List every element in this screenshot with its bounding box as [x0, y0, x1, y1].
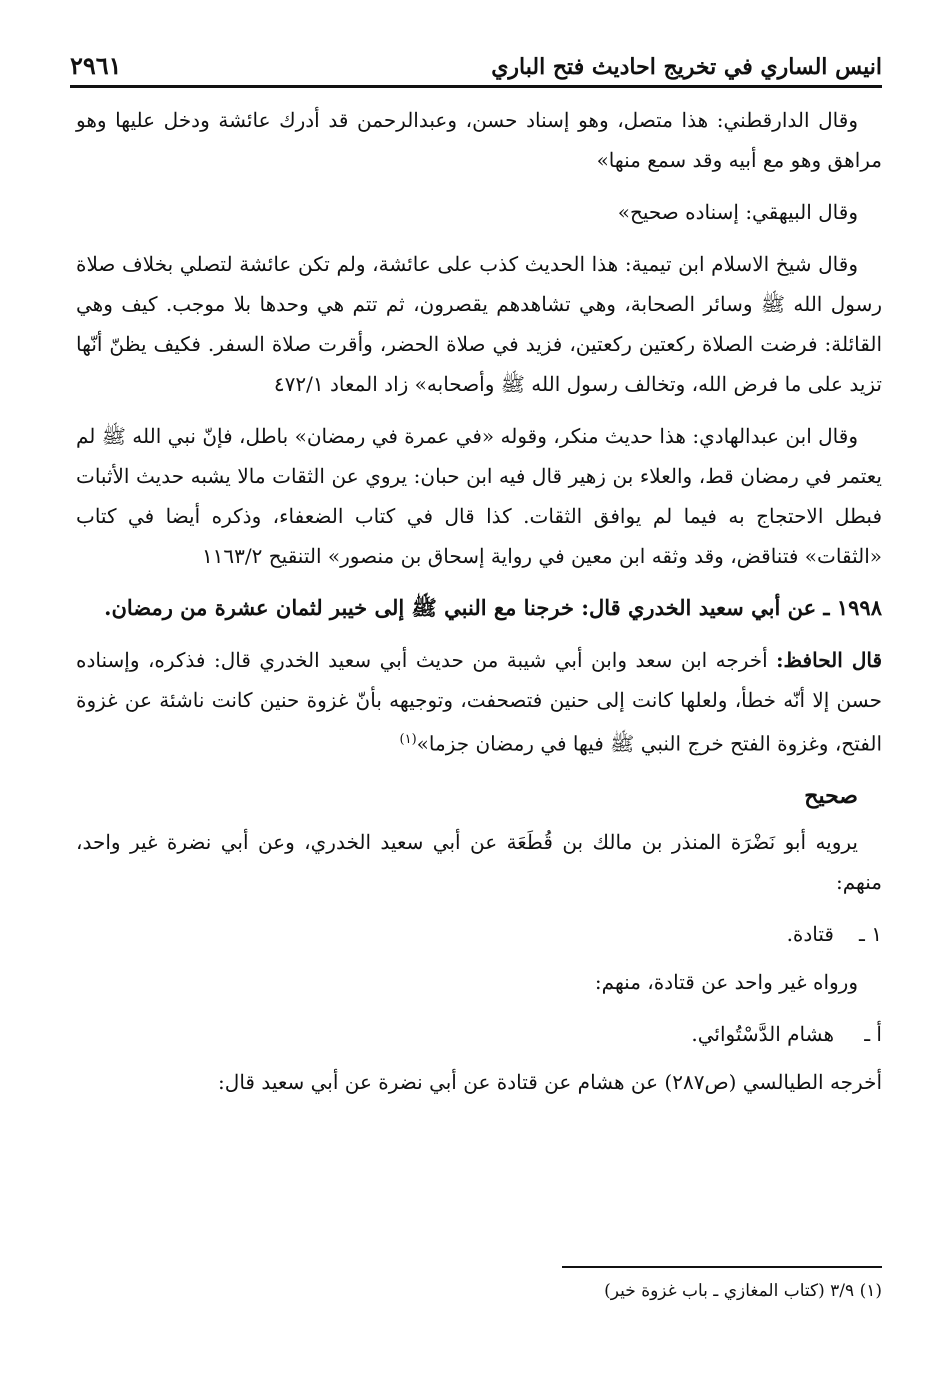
footnote-ref: (١) [399, 732, 417, 747]
book-title: انيس الساري في تخريج احاديث فتح الباري [491, 54, 882, 80]
hafiz-text: أخرجه ابن سعد وابن أبي شيبة من حديث أبي سعيد الخدري قال: فذكره، وإسناده حسن إلا أنّه خطأ، ولعلها كانت إلى حنين فتصحفت، وتوجيهه بأنّ غزوة حنين كانت ناشئة عن غزوة الفتح، وغزوة الفتح خرج النبي ﷺ فيها في رمضان جزما» [76, 648, 882, 756]
paragraph-ibn-taymiyya: وقال شيخ الاسلام ابن تيمية: هذا الحديث كذب على عائشة، ولم تكن عائشة لتصلي بخلاف صلاة رسول الله ﷺ وسائر الصحابة، وهي تشاهدهم يقصرون، ثم تتم هي وحدها بلا موجب. كيف وهي القائلة: فرضت الصلاة ركعتين ركعتين، فزيد في صلاة الحضر، وأقرت صلاة السفر. فكيف يظنّ أنّها تزيد على ما فرض الله، وتخالف رسول الله ﷺ وأصحابه» زاد المعاد ٤٧٢/١ [76, 252, 882, 396]
page-number: ٢٩٦١ [70, 51, 122, 80]
footnote-rule [562, 1266, 882, 1268]
list-item-a [76, 1014, 882, 1054]
item-text: قتادة. [786, 921, 834, 946]
paragraph-qatada: ورواه غير واحد عن قتادة، منهم: [594, 969, 858, 994]
page-header [70, 40, 882, 80]
item-number: ١ ـ [859, 921, 882, 946]
footnote: (١) ٣/٩ (كتاب المغازي ـ باب غزوة خير) [604, 1281, 882, 1301]
paragraph-ibn-abdulhadi: وقال ابن عبدالهادي: هذا حديث منكر، وقوله «في عمرة في رمضان» باطل، فإنّ نبي الله ﷺ لم يعتمر في رمضان قط، والعلاء بن زهير قال فيه ابن حبان: يروي عن الثقات مالا يشبه حديث الأثبات فبطل الاحتجاج به فيما لم يوافق الثقات. كذا قال في كتاب الضعفاء، وذكره أيضا في كتاب «الثقات» فتناقض، وقد وثقه ابن معين في رواية إسحاق بن منصور» التنقيح ١١٦٣/٢ [76, 424, 882, 568]
paragraph-bayhaqi: وقال البيهقي: إسناده صحيح» [617, 200, 858, 224]
section-title: صحيح [804, 782, 858, 809]
paragraph-tayalisi: أخرجه الطيالسي (ص٢٨٧) عن هشام عن قتادة عن أبي نضرة عن أبي سعيد قال: [218, 1069, 882, 1094]
hadith-1998: ١٩٩٨ ـ عن أبي سعيد الخدري قال: خرجنا مع النبي ﷺ إلى خيبر لثمان عشرة من رمضان. [104, 595, 882, 620]
main-text [76, 100, 882, 1114]
hafiz-label: قال الحافظ: [776, 648, 883, 672]
list-item-1 [76, 914, 882, 954]
item-text: هشام الدَّسْتُوائي. [691, 1021, 834, 1046]
item-letter: أ ـ [864, 1021, 882, 1046]
header-rule [70, 85, 882, 88]
paragraph-daraqutni: وقال الدارقطني: هذا متصل، وهو إسناد حسن، وعبدالرحمن قد أدرك عائشة ودخل عليها وهو مراهق وهو مع أبيه وقد سمع منها» [76, 108, 882, 172]
paragraph-hafiz [76, 640, 882, 764]
paragraph-narrators: يرويه أبو نَضْرَة المنذر بن مالك بن قُطَعَة عن أبي سعيد الخدري، وعن أبي نضرة غير واحد، منهم: [76, 829, 882, 894]
